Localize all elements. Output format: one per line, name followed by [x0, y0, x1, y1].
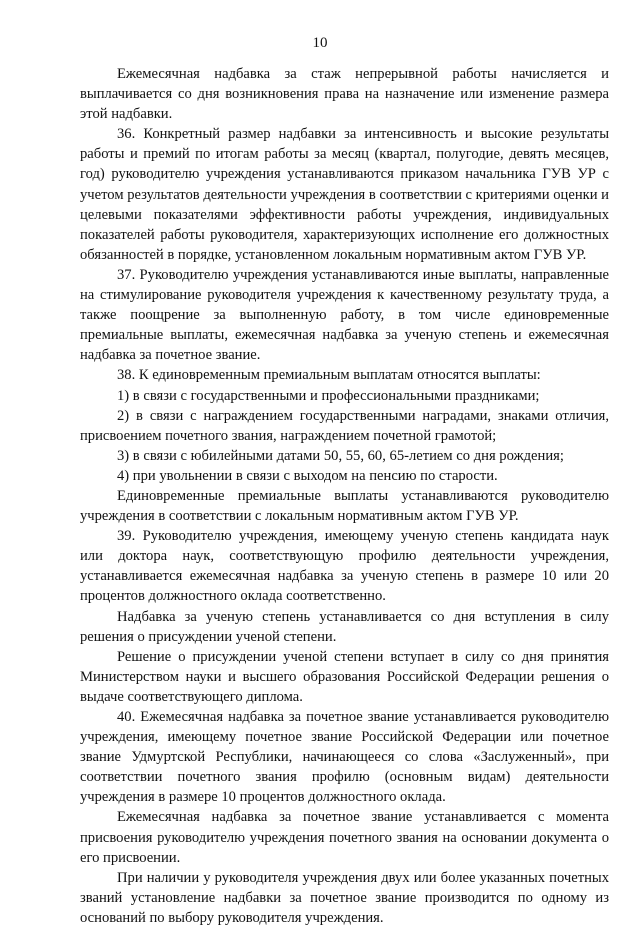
paragraph-37: 37. Руководителю учреждения устанавливаются иные выплаты, направленные на стимулирование руководителя учреждения к качественному результату труда, а также поощрение за выполненную работу, в том числе единовременные премиальные выплаты, ежемесячная надбавка за ученую степень и ежемесячная надбавка за почетное звание.: [80, 266, 609, 364]
paragraph-39: 39. Руководителю учреждения, имеющему ученую степень кандидата наук или доктора наук, соответствующую профилю деятельности учреждения, устанавливается ежемесячная надбавка за ученую степень в размере 10 или 20 процентов должностного оклада соответственно.: [80, 528, 609, 605]
list-item: 2) в связи с награждением государственными наградами, знаками отличия, присвоением почетного звания, награждением почетной грамотой;: [80, 407, 609, 444]
list-item: 4) при увольнении в связи с выходом на пенсию по старости.: [117, 467, 498, 484]
paragraph: При наличии у руководителя учреждения двух или более указанных почетных званий установление надбавки за почетное звание производится по одному из оснований по выбору руководителя учреждения.: [80, 869, 609, 926]
paragraph-36: 36. Конкретный размер надбавки за интенсивность и высокие результаты работы и премий по итогам работы за месяц (квартал, полугодие, девять месяцев, год) руководителю учреждения устанавливаются приказом начальника ГУВ УР с учетом результатов деятельности учреждения в соответствии с критериями оценки и целевыми показателями эффективности работы учреждения, индивидуальных показателей работы руководителя, характеризующих исполнение его должностных обязанностей в порядке, установленном локальным нормативным актом ГУВ УР.: [80, 126, 609, 263]
paragraph: Единовременные премиальные выплаты устанавливаются руководителю учреждения в соответствии с локальным нормативным актом ГУВ УР.: [80, 487, 609, 525]
paragraph: Ежемесячная надбавка за стаж непрерывной работы начисляется и выплачивается со дня возникновения права на назначение или изменение размера этой надбавки.: [80, 66, 609, 123]
paragraph-40: 40. Ежемесячная надбавка за почетное звание устанавливается руководителю учреждения, имеющему почетное звание Российской Федерации или почетное звание Удмуртской Республики, начинающееся со слова «Заслуженный», при соответствии почетного звания профилю (основным видам) деятельности учреждения в размере 10 процентов должностного оклада.: [80, 709, 609, 806]
document-body: [80, 64, 609, 928]
list-item: 1) в связи с государственными и профессиональными праздниками;: [117, 387, 540, 404]
paragraph: Надбавка за ученую степень устанавливается со дня вступления в силу решения о присуждении ученой степени.: [80, 608, 609, 645]
paragraph-38: 38. К единовременным премиальным выплатам относятся выплаты:: [117, 367, 541, 384]
page-number: 10: [312, 35, 328, 51]
paragraph: Решение о присуждении ученой степени вступает в силу со дня принятия Министерством науки и высшего образования Российской Федерации решения о выдаче соответствующего диплома.: [80, 648, 609, 705]
list-item: 3) в связи с юбилейными датами 50, 55, 60, 65-летием со дня рождения;: [117, 447, 564, 464]
paragraph: Ежемесячная надбавка за почетное звание устанавливается с момента присвоения руководителю учреждения почетного звания на основании документа о его присвоении.: [80, 809, 609, 866]
